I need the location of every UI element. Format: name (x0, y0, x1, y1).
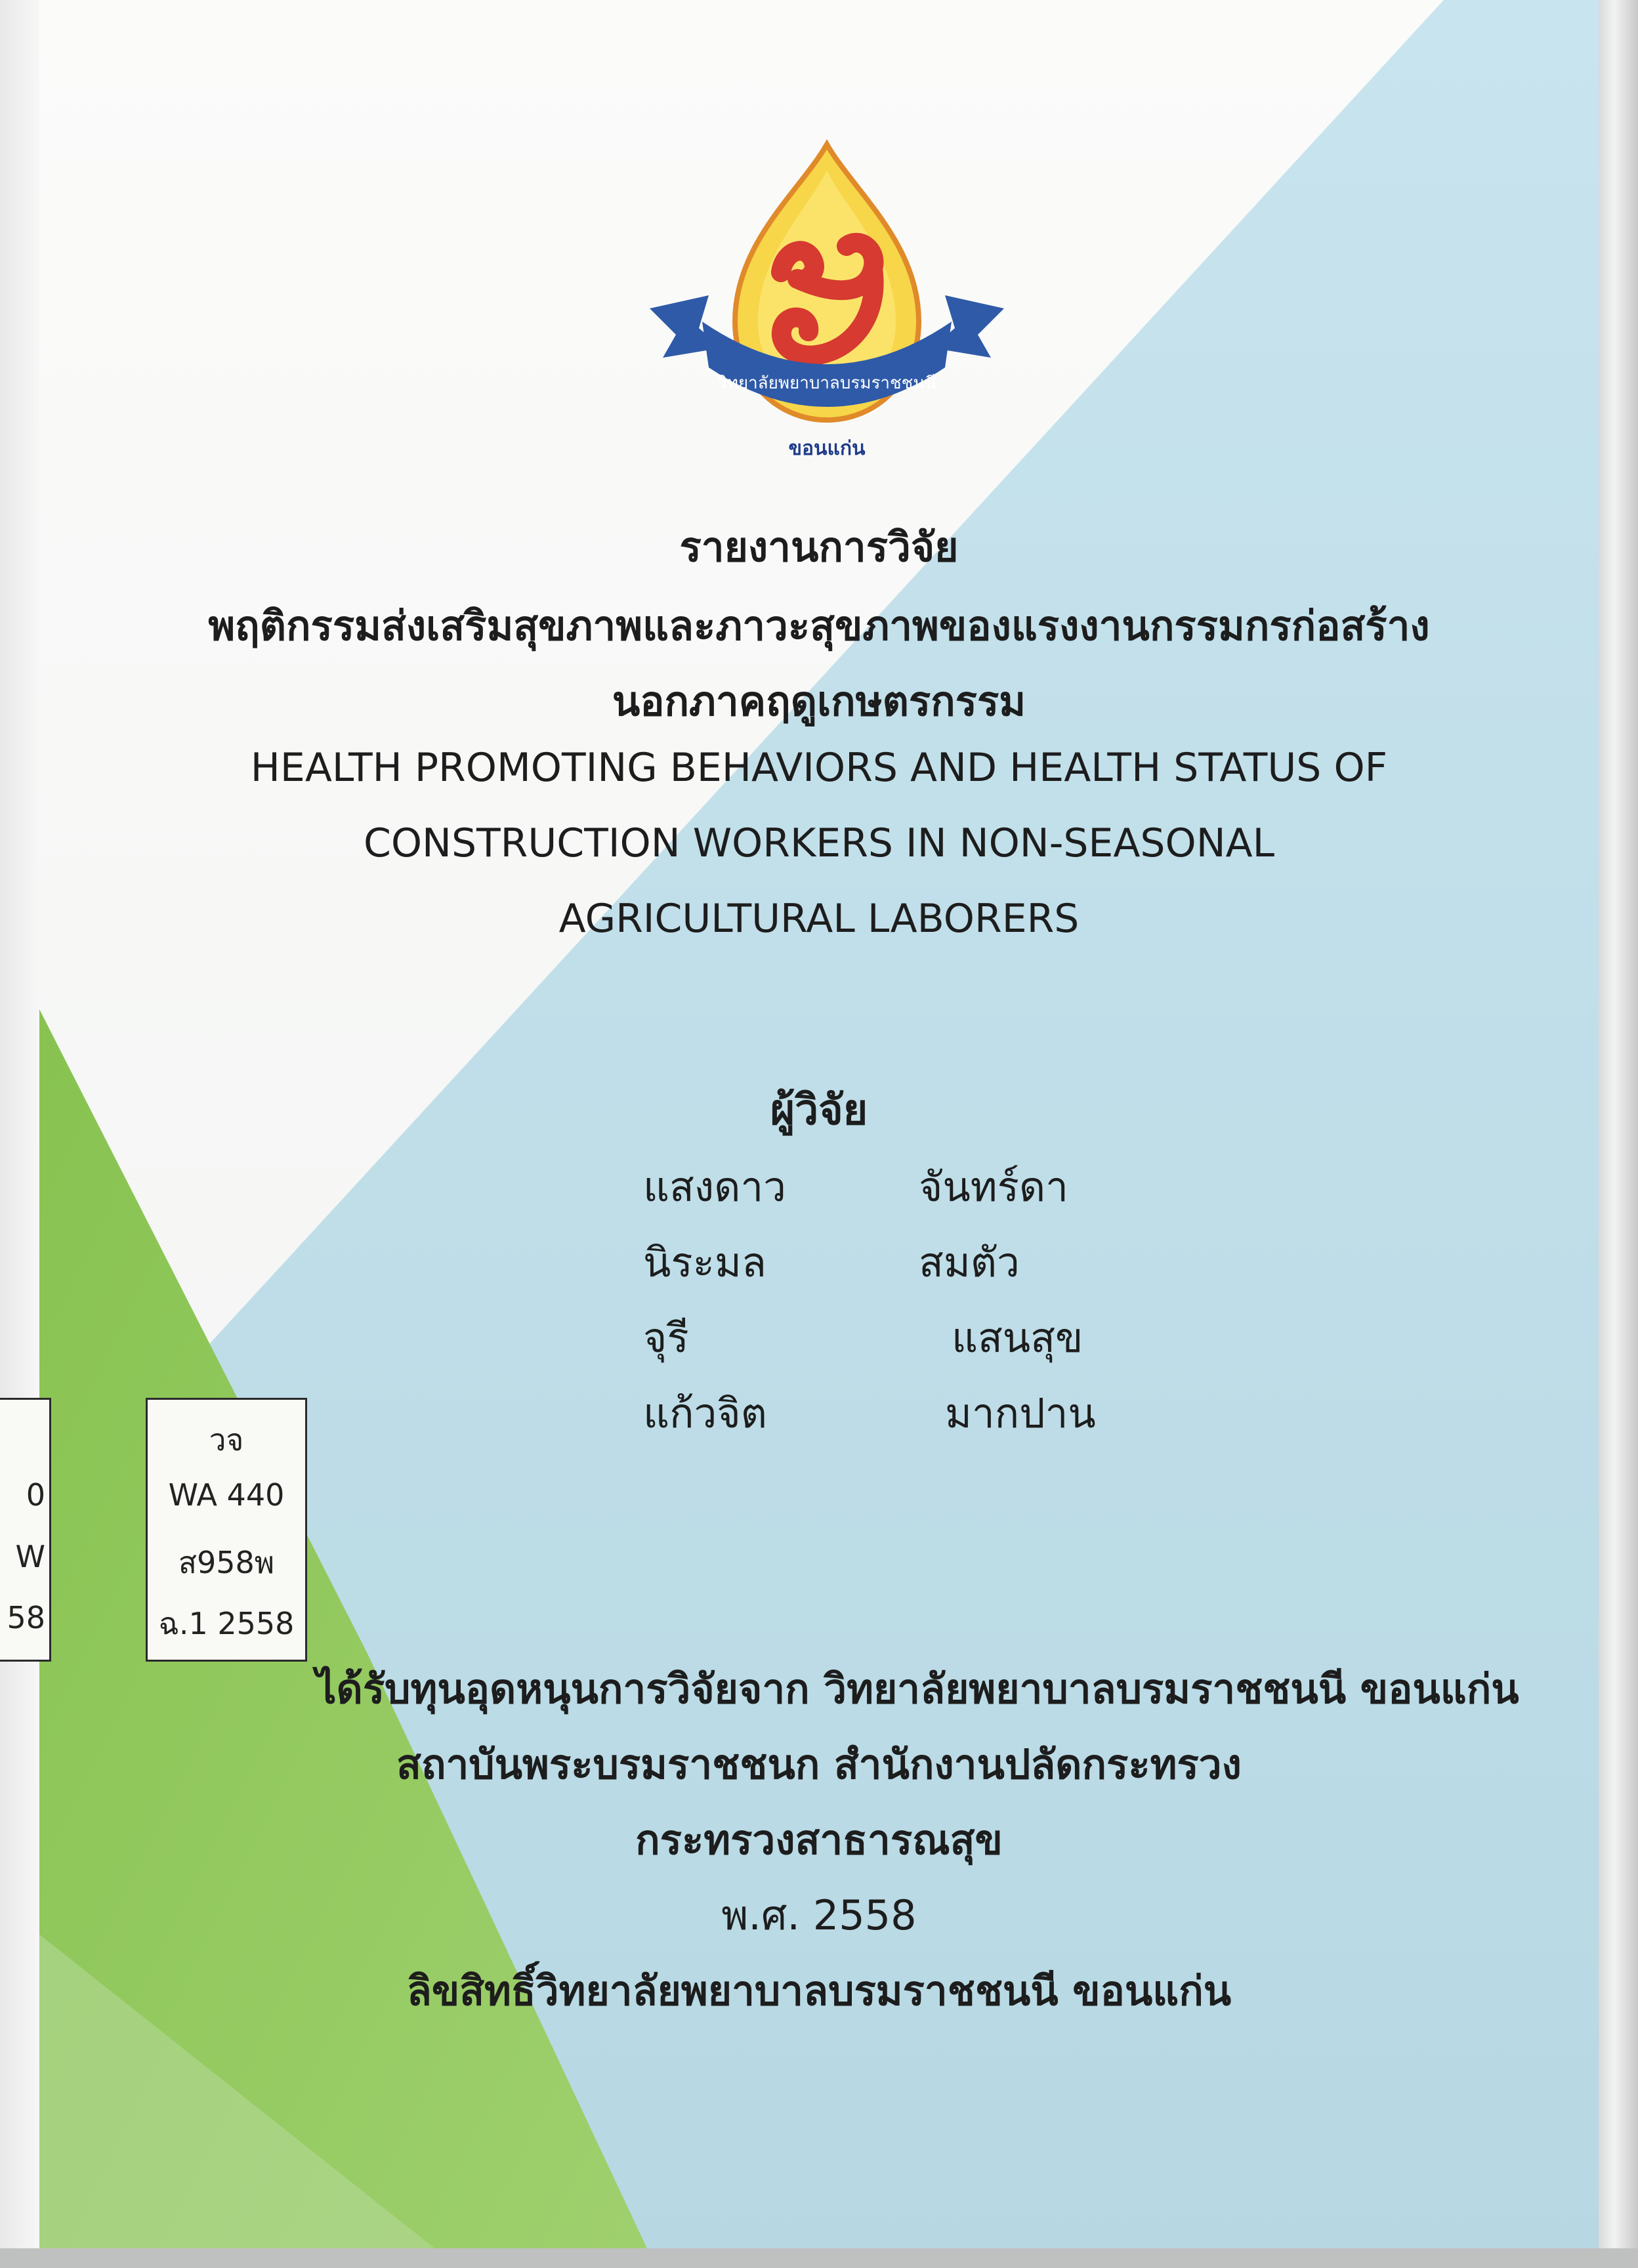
report-type: รายงานการวิจัย (679, 523, 959, 571)
call-number-line-4: ฉ.1 2558 (158, 1606, 295, 1641)
funding-line-2: สถาบันพระบรมราชชนก สำนักงานปลัดกระทรวง (396, 1740, 1242, 1788)
title-en-line-1: HEALTH PROMOTING BEHAVIORS AND HEALTH STATUS OF (250, 745, 1388, 791)
page-edge (1599, 0, 1638, 2268)
title-en-line-2: CONSTRUCTION WORKERS IN NON-SEASONAL (363, 820, 1275, 866)
call-number-partial-line-3: 58 (7, 1600, 45, 1635)
call-number-label (146, 1398, 307, 1662)
call-number-line-2: WA 440 (168, 1477, 285, 1513)
call-number-label-partial (0, 1398, 51, 1662)
call-number-line-1: วจ (209, 1422, 244, 1458)
researcher-4-last-name: มากปาน (945, 1389, 1096, 1437)
researcher-3-first-name: จุรี (643, 1314, 689, 1362)
copyright-notice: ลิขสิทธิ์วิทยาลัยพยาบาลบรมราชชนนี ขอนแก่น (406, 1967, 1232, 2015)
publication-year: พ.ศ. 2558 (721, 1891, 917, 1939)
researcher-1-first-name: แสงดาว (643, 1163, 786, 1211)
ribbon-text: วิทยาลัยพยาบาลบรมราชชนนี (717, 373, 936, 393)
call-number-partial-line-2: W (15, 1539, 45, 1574)
funding-line-1: ได้รับทุนอุดหนุนการวิจัยจาก วิทยาลัยพยาบาลบรมราชชนนี ขอนแก่น (316, 1665, 1519, 1713)
researchers-heading: ผู้วิจัย (770, 1086, 868, 1135)
title-th-line-1: พฤติกรรมส่งเสริมสุขภาพและภาวะสุขภาพของแรงงานกรรมกรก่อสร้าง (208, 602, 1430, 650)
call-number-partial-line-1: 0 (26, 1477, 45, 1513)
call-number-line-3: ส958พ (178, 1545, 275, 1580)
page-bottom-edge (0, 2248, 1638, 2268)
researcher-4-first-name: แก้วจิต (643, 1389, 767, 1437)
logo-caption: ขอนแก่น (788, 437, 866, 460)
researcher-3-last-name: แสนสุข (952, 1314, 1083, 1362)
researcher-1-last-name: จันทร์ดา (919, 1163, 1068, 1211)
researcher-2-last-name: สมตัว (919, 1238, 1020, 1286)
title-th-line-2: นอกภาคฤดูเกษตรกรรม (612, 677, 1026, 725)
researcher-2-first-name: นิระมล (643, 1238, 766, 1286)
funding-line-3: กระทรวงสาธารณสุข (635, 1816, 1003, 1864)
title-en-line-3: AGRICULTURAL LABORERS (558, 896, 1080, 942)
college-emblem-icon (637, 131, 1017, 486)
